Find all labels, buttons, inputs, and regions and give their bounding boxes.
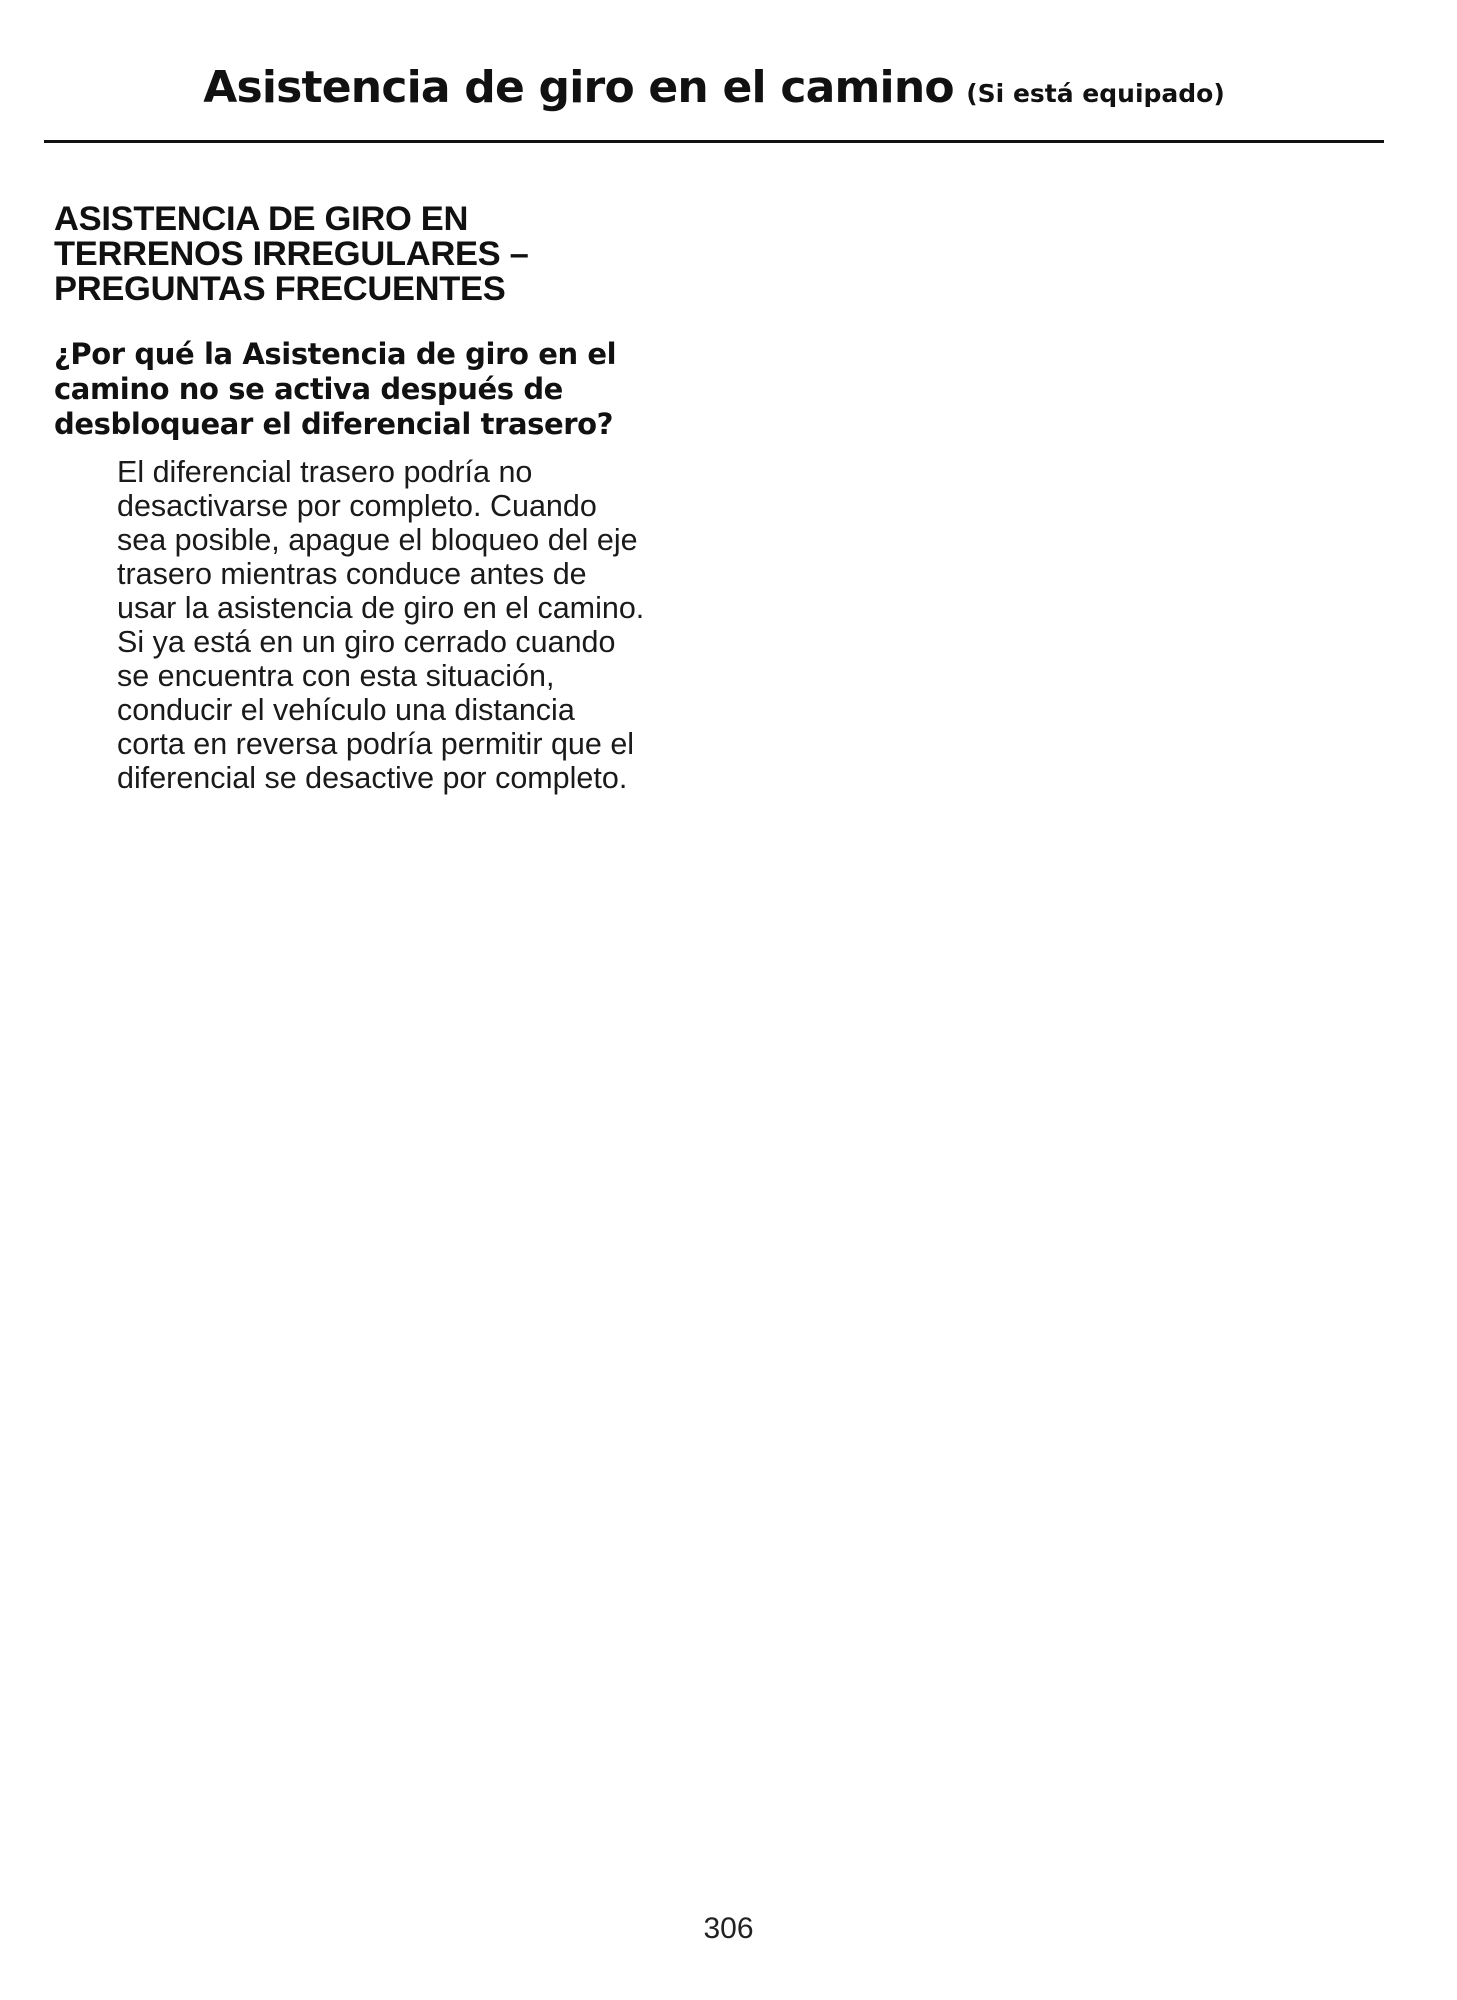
faq-answer-line: Si ya está en un giro cerrado cuando — [117, 625, 616, 659]
faq-question — [54, 337, 694, 442]
faq-answer-line: trasero mientras conduce antes de — [117, 557, 587, 591]
faq-question-line: ¿Por qué la Asistencia de giro en el — [54, 337, 617, 371]
page-number: 306 — [703, 1912, 754, 1945]
section-heading-line: TERRENOS IRREGULARES – — [54, 235, 529, 273]
faq-question-line: camino no se activa después de — [54, 372, 563, 406]
faq-answer-line: corta en reversa podría permitir que el — [117, 727, 635, 761]
page-title-subtitle: (Si está equipado) — [966, 79, 1225, 108]
faq-question-line: desbloquear el diferencial trasero? — [54, 407, 614, 441]
faq-answer-line: se encuentra con esta situación, — [117, 659, 555, 693]
faq-answer — [117, 455, 697, 795]
faq-answer-line: desactivarse por completo. Cuando — [117, 489, 597, 523]
faq-answer-line: conducir el vehículo una distancia — [117, 693, 575, 727]
section-heading — [54, 202, 654, 307]
faq-answer-line: diferencial se desactive por completo. — [117, 761, 628, 795]
faq-answer-line: usar la asistencia de giro en el camino. — [117, 591, 645, 625]
section-heading-line: PREGUNTAS FRECUENTES — [54, 270, 506, 308]
page-title-main: Asistencia de giro en el camino — [203, 62, 954, 113]
page-header — [44, 52, 1384, 143]
faq-answer-line: El diferencial trasero podría no — [117, 455, 533, 489]
page-title — [44, 62, 1384, 113]
section-heading-line: ASISTENCIA DE GIRO EN — [54, 200, 469, 238]
faq-answer-line: sea posible, apague el bloqueo del eje — [117, 523, 638, 557]
